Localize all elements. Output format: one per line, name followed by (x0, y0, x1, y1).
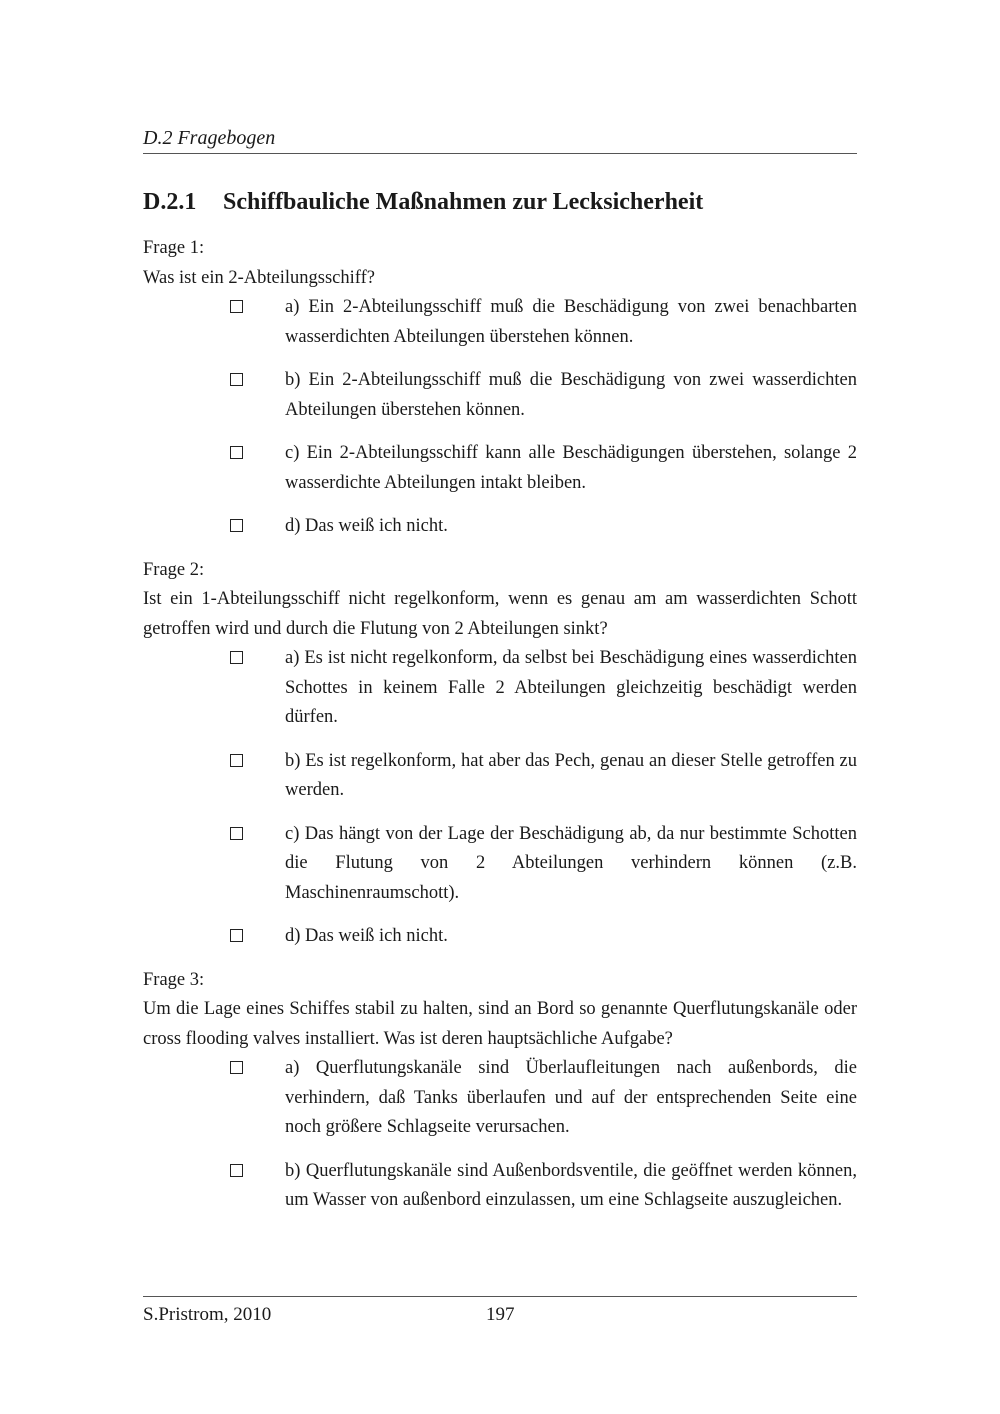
answer-checkbox[interactable] (230, 929, 243, 942)
question-label: Frage 2: (143, 559, 205, 580)
question-3 (143, 966, 857, 1216)
answer-text: a) Ein 2-Abteilungsschiff muß die Beschädigung von zwei benachbarten wasserdichten Abteilungen überstehen können. (285, 297, 857, 347)
answer-option-d (143, 512, 857, 542)
running-head: D.2 Fragebogen (143, 127, 276, 149)
section-number: D.2.1 (143, 189, 197, 215)
answer-text: b) Querflutungskanäle sind Außenbordsventile, die geöffnet werden können, um Wasser von außenbord einzulassen, um eine Schlagseite auszugleichen. (285, 1160, 857, 1210)
question-text: Um die Lage eines Schiffes stabil zu halten, sind an Bord so genannte Querflutungskanäle oder cross flooding valves installiert. Was ist deren hauptsächliche Aufgabe? (143, 999, 857, 1049)
answer-options (143, 1054, 857, 1216)
footer-author: S.Pristrom, 2010 (143, 1304, 272, 1325)
answer-options (143, 644, 857, 952)
section-heading (143, 186, 703, 218)
questionnaire (143, 234, 857, 1230)
answer-text: c) Das hängt von der Lage der Beschädigung ab, da nur bestimmte Schotten die Flutung von 2 Abteilungen verhindern können (z.B. Maschinenraumschott). (285, 823, 857, 903)
question-label: Frage 3: (143, 969, 205, 990)
answer-checkbox[interactable] (230, 651, 243, 664)
section-title: Schiffbauliche Maßnahmen zur Lecksicherheit (223, 189, 704, 215)
answer-text: b) Ein 2-Abteilungsschiff muß die Beschädigung von zwei wasserdichten Abteilungen überstehen können. (285, 370, 857, 420)
answer-option-b (143, 1157, 857, 1216)
answer-option-a (143, 644, 857, 733)
answer-options (143, 293, 857, 542)
answer-checkbox[interactable] (230, 827, 243, 840)
answer-checkbox[interactable] (230, 1164, 243, 1177)
answer-checkbox[interactable] (230, 373, 243, 386)
answer-checkbox[interactable] (230, 754, 243, 767)
answer-checkbox[interactable] (230, 446, 243, 459)
answer-text: d) Das weiß ich nicht. (285, 516, 448, 536)
answer-text: d) Das weiß ich nicht. (285, 926, 448, 946)
answer-option-b (143, 747, 857, 806)
answer-text: a) Querflutungskanäle sind Überlaufleitungen nach außenbords, die verhindern, daß Tanks überlaufen und auf der entsprechenden Seite eine noch größere Schlagseite verursachen. (285, 1058, 857, 1137)
answer-option-d (143, 922, 857, 952)
answer-option-b (143, 366, 857, 425)
page-footer (143, 1296, 857, 1325)
page-header (143, 124, 857, 154)
question-2 (143, 556, 857, 952)
answer-option-c (143, 820, 857, 909)
question-label: Frage 1: (143, 238, 205, 258)
answer-text: b) Es ist regelkonform, hat aber das Pech, genau an dieser Stelle getroffen zu werden. (285, 750, 857, 800)
answer-text: a) Es ist nicht regelkonform, da selbst bei Beschädigung eines wasserdichten Schottes in keinem Falle 2 Abteilungen gleichzeitig beschädigt werden dürfen. (285, 648, 857, 727)
question-text: Ist ein 1-Abteilungsschiff nicht regelkonform, wenn es genau am am wasserdichten Schott getroffen wird und durch die Flutung von 2 Abteilungen sinkt? (143, 589, 857, 639)
answer-text: c) Ein 2-Abteilungsschiff kann alle Beschädigungen überstehen, solange 2 wasserdichte Abteilungen intakt bleiben. (285, 443, 857, 493)
page-number: 197 (486, 1304, 515, 1325)
answer-checkbox[interactable] (230, 1061, 243, 1074)
answer-option-a (143, 293, 857, 352)
answer-checkbox[interactable] (230, 519, 243, 532)
answer-option-a (143, 1054, 857, 1143)
answer-option-c (143, 439, 857, 498)
question-1 (143, 234, 857, 542)
answer-checkbox[interactable] (230, 300, 243, 313)
question-text: Was ist ein 2-Abteilungsschiff? (143, 267, 375, 288)
